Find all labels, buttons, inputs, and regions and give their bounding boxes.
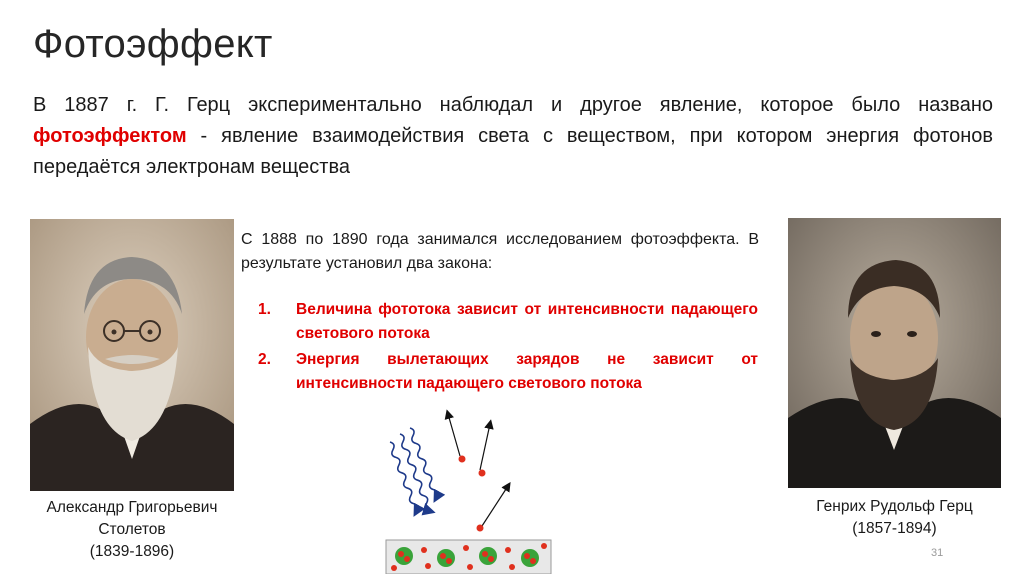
law-item [258, 298, 758, 346]
hertz-years: (1857-1894) [852, 520, 937, 537]
research-paragraph: С 1888 по 1890 года занимался исследованием фотоэффекта. В результате установил два закона: [241, 231, 759, 272]
photon-waves [376, 427, 453, 512]
stoletov-name-line1: Александр Григорьевич [46, 499, 218, 516]
emitted-electrons [459, 456, 486, 532]
page-number: 31 [931, 547, 944, 559]
photoeffect-diagram [376, 404, 556, 574]
law-item [258, 348, 758, 396]
intro-text-part2: - явление взаимодействия света с веществом, при котором энергия фотонов передаётся электронам вещества [33, 125, 993, 178]
law-number: 2. [258, 351, 271, 368]
intro-paragraph [33, 90, 993, 183]
slide-title: Фотоэффект [33, 22, 273, 66]
stoletov-portrait [30, 219, 234, 491]
laws-list [258, 298, 758, 398]
law-text: Энергия вылетающих зарядов не зависит от интенсивности падающего светового потока [296, 351, 758, 392]
intro-text-part1: В 1887 г. Г. Герц экспериментально наблюдал и другое явление, которое было названо [33, 94, 993, 116]
hertz-caption [778, 496, 1011, 540]
law-number: 1. [258, 301, 271, 318]
stoletov-caption [20, 497, 244, 563]
hertz-portrait [788, 218, 1001, 488]
law-text: Величина фототока зависит от интенсивности падающего светового потока [296, 301, 758, 342]
stoletov-name-line2: Столетов [98, 521, 166, 538]
stoletov-years: (1839-1896) [89, 543, 175, 560]
hertz-name: Генрих Рудольф Герц [816, 498, 973, 515]
electron-trajectories [448, 414, 508, 526]
photoeffect-term: фотоэффектом [33, 125, 187, 147]
